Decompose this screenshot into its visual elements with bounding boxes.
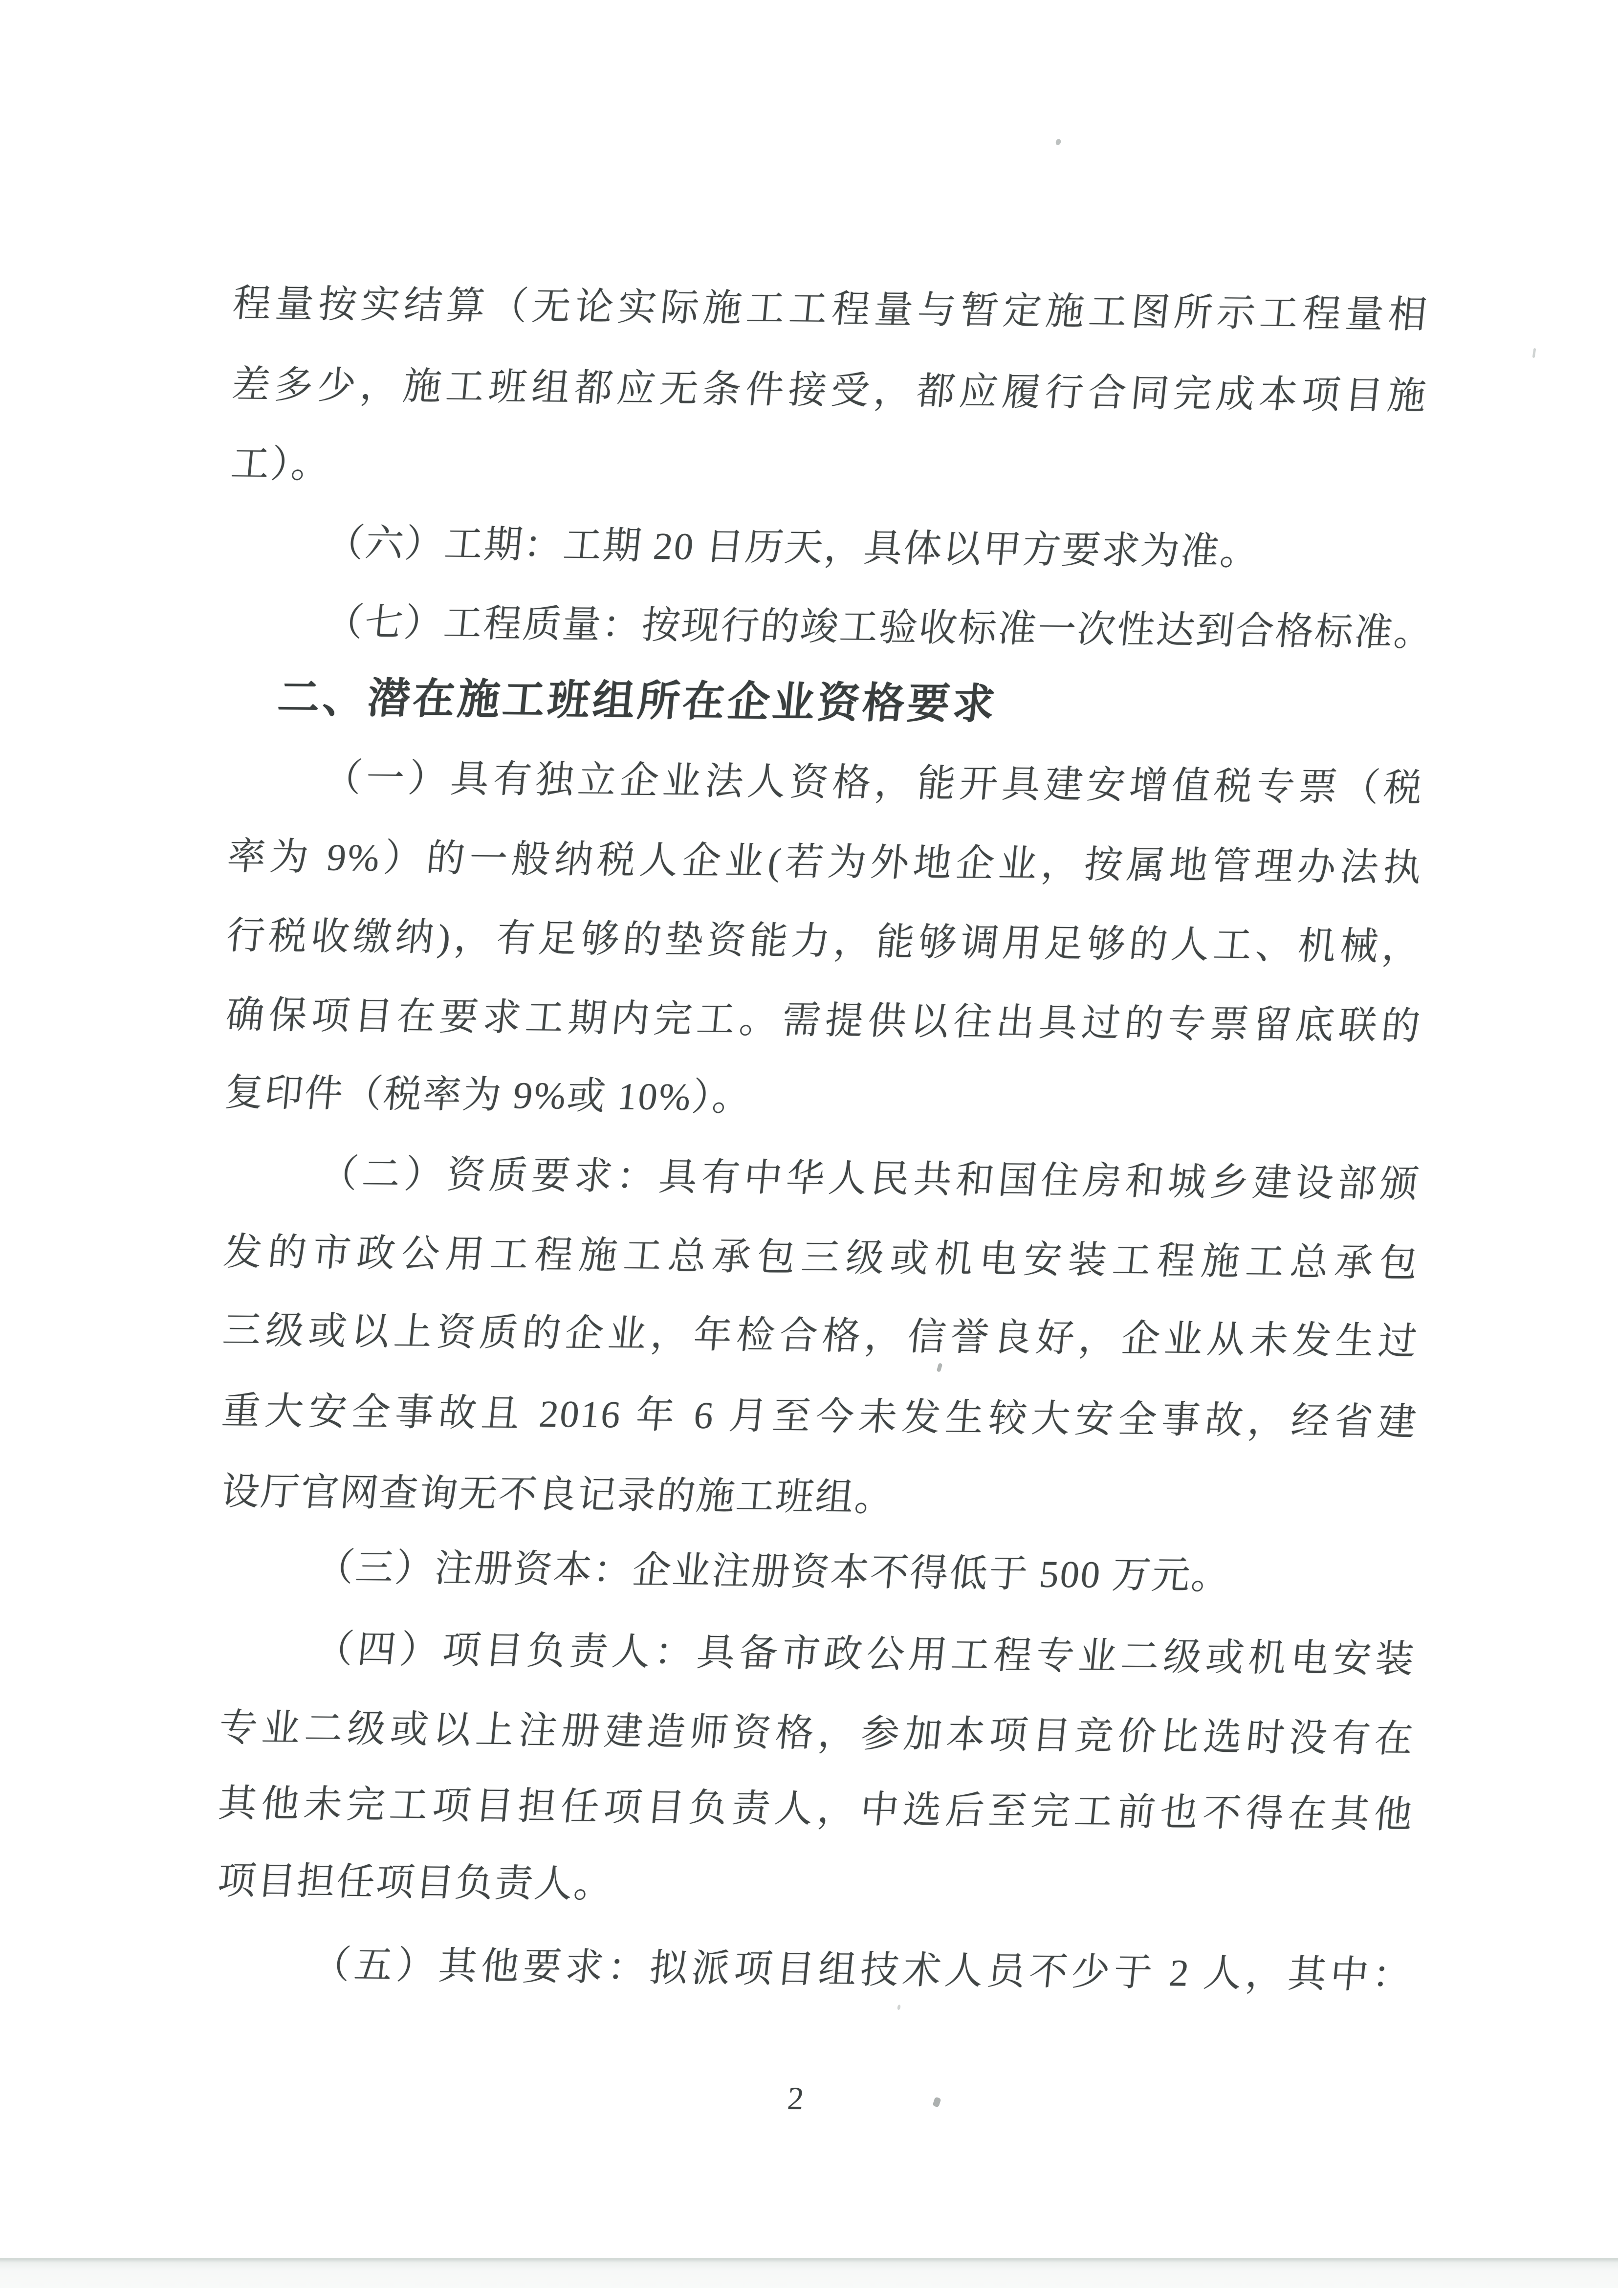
clause-line-3: （三）注册资本：企业注册资本不得低于 500 万元。 (314, 1545, 1233, 1597)
clause-line-5: （五）其他要求：拟派项目组技术人员不少于 2 人，其中： (310, 1943, 1414, 1996)
text-line: 行税收缴纳)，有足够的垫资能力，能够调用足够的人工、机械， (224, 914, 1424, 969)
clause-line-2: （二）资质要求：具有中华人民共和国住房和城乡建设部颁 (318, 1152, 1422, 1206)
text-line: 重大安全事故且 2016 年 6 月至今未发生较大安全事故，经省建 (220, 1389, 1420, 1443)
clause-line-6: （六）工期：工期 20 日历天，具体以甲方要求为准。 (324, 521, 1262, 573)
scan-bottom-edge (0, 2258, 1618, 2288)
clause-line-4: （四）项目负责人：具备市政公用工程专业二级或机电安装 (313, 1627, 1418, 1680)
clause-line-7: （七）工程质量：按现行的竣工验收标准一次性达到合格标准。 (323, 600, 1436, 654)
text-line: 工）。 (229, 442, 333, 486)
text-line: 率为 9%）的一般纳税人企业(若为外地企业，按属地管理办法执 (225, 835, 1425, 889)
clause-line-1: （一）具有独立企业法人资格，能开具建安增值税专票（税 (321, 756, 1426, 810)
text-line: 差多少，施工班组都应无条件接受，都应履行合同完成本项目施 (230, 363, 1429, 418)
text-line: 设厅官网查询无不良记录的施工班组。 (219, 1470, 897, 1519)
text-line: 复印件（税率为 9%或 10%）。 (223, 1071, 755, 1119)
text-line: 发的市政公用工程施工总承包三级或机电安装工程施工总承包 (221, 1230, 1421, 1284)
text-line: 程量按实结算（无论实际施工工程量与暂定施工图所示工程量相 (231, 282, 1430, 336)
section-heading: 二、潜在施工班组所在企业资格要求 (275, 674, 1000, 728)
text-line: 三级或以上资质的企业，年检合格，信誉良好，企业从未发生过 (221, 1308, 1421, 1363)
text-line: 专业二级或以上注册建造师资格，参加本项目竞价比选时没有在 (217, 1706, 1417, 1760)
text-line: 项目担任项目负责人。 (216, 1859, 616, 1906)
text-line: 确保项目在要求工期内完工。需提供以往出具过的专票留底联的 (224, 993, 1423, 1048)
page-number: 2 (786, 2080, 806, 2117)
text-line: 其他未完工项目担任项目负责人，中选后至完工前也不得在其他 (216, 1782, 1416, 1836)
